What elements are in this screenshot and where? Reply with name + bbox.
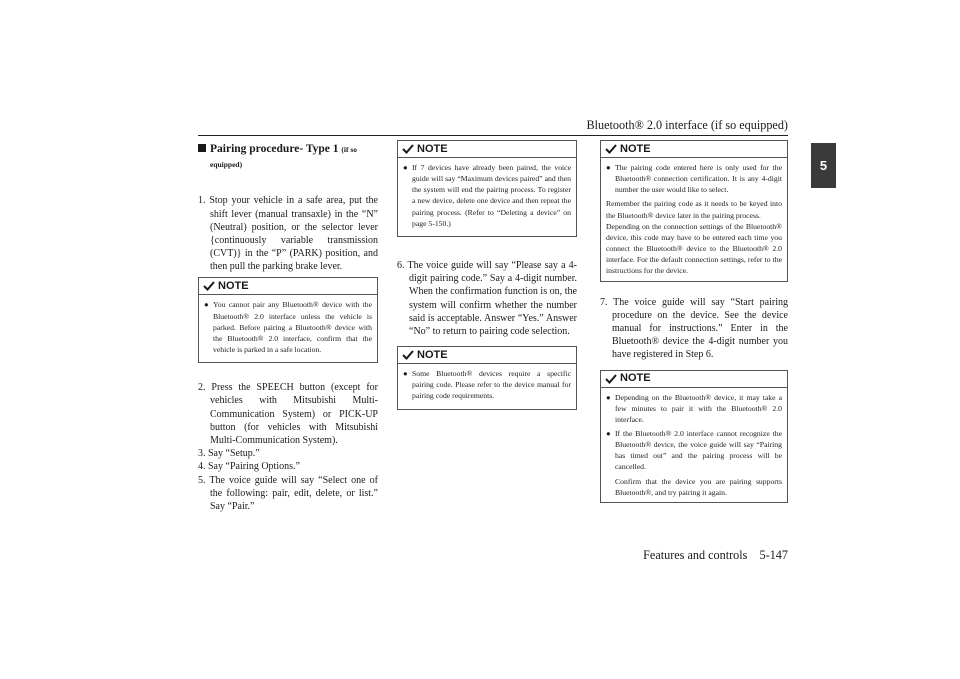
bullet-icon: ● [403,163,408,172]
note-paragraph: Depending on the connection settings of the Bluetooth® device, this code may have to be entered each time you connect the Bluetooth® device to the Bluetooth® 2.0 interface. For the default connection settings, refer to the instructions for the device. [606,221,782,276]
section-heading [198,142,378,172]
note-label: NOTE [417,348,448,361]
note-box [198,277,378,363]
note-body [601,158,787,281]
bullet-icon: ● [606,428,611,438]
note-bullet [606,162,782,195]
note-box-maximum-devices [397,140,577,237]
checkmark-icon [402,144,414,154]
note-box-pairing-time [600,370,788,503]
step-7: 7. The voice guide will say “Start pairing procedure on the device. See the device manual for instructions.” Enter in the Bluetooth® device the 4-digit number you have registered in Step 6. [600,296,788,361]
note-label: NOTE [620,142,651,155]
note-bullet [606,392,782,425]
checkmark-icon [605,374,617,384]
note-text: If 7 devices have already been paired, the voice guide will say “Maximum devices paired” and then the system will end the pairing process. To register a new device, delete one device and then repeat the pairing process. (Refer to “Deleting a device” on page 5-150.) [412,163,571,228]
page-header-title: Bluetooth® 2.0 interface (if so equipped) [586,118,788,132]
step-4: 4. Say “Pairing Options.” [198,461,300,473]
note-paragraph: Remember the pairing code as it needs to be keyed into the Bluetooth® device later in the pairing process. [606,199,782,220]
column-3 [600,140,788,511]
note-bullet [204,299,372,355]
bullet-icon: ● [606,163,611,172]
heading-text: Pairing procedure- Type 1 [210,143,342,155]
bullet-icon: ● [204,300,209,310]
note-header [199,278,377,295]
note-body [199,295,377,362]
step-5: 5. The voice guide will say “Select one of the following: pair, edit, delete, or list.” Say “Pair.” [198,474,378,512]
bullet-icon: ● [606,392,611,402]
checkmark-icon [402,350,414,360]
note-box-pairing-code [397,346,577,409]
checkmark-icon [203,281,215,291]
note-header [601,371,787,388]
note-bullet [403,368,571,401]
chapter-tab: 5 [811,143,836,188]
note-body [601,388,787,502]
step-2: 2. Press the SPEECH button (except for vehicles with Mitsubishi Multi-Communication System) or PICK-UP button (for vehicles with Mitsubishi Multi-Communication System). [198,382,378,446]
note-label: NOTE [417,142,448,155]
note-text: Depending on the Bluetooth® device, it may take a few minutes to pair it with the Bluetooth® 2.0 interface. [615,392,782,424]
note-text: The pairing code entered here is only used for the Bluetooth® connection certification. It is any 4-digit number the user would like to select. [615,163,782,195]
note-header [601,141,787,158]
checkmark-icon [605,144,617,154]
step-1: 1. Stop your vehicle in a safe area, put the shift lever (manual transaxle) in the “N” (Neutral) position, or the selector lever {continuously variable transmission (CVT)} in the “P” (PARK) position, and then pull the parking brake lever. [198,195,378,273]
square-bullet-icon [198,144,206,152]
header-rule [198,135,788,136]
note-text: If the Bluetooth® 2.0 interface cannot recognize the Bluetooth® device, the voice guide will say “Pairing has timed out” and the pairing process will be cancelled. [615,428,782,472]
note-text: You cannot pair any Bluetooth® device with the Bluetooth® 2.0 interface unless the vehicle is parked. Before pairing a Bluetooth® device with the Bluetooth® 2.0 interface, confirm that the vehicle is parked in a safe location. [213,300,372,355]
note-label: NOTE [218,280,249,293]
note-bullet [606,428,782,473]
note-body [398,364,576,408]
column-2 [397,140,577,418]
heading-qualifier: (if so equipped) [210,145,358,170]
note-header [398,141,576,158]
page-footer: Features and controls 5-147 [643,548,788,562]
note-label: NOTE [620,372,651,385]
note-bullet [403,162,571,229]
note-body [398,158,576,236]
step-3: 3. Say “Setup.” [198,448,260,460]
note-paragraph: Confirm that the device you are pairing supports Bluetooth®, and try pairing it again. [615,476,782,497]
note-box-pairing-code-usage [600,140,788,282]
note-text: Some Bluetooth® devices require a specific pairing code. Please refer to the device manual for pairing code requirements. [412,369,571,401]
note-header [398,347,576,364]
column-1 [198,142,378,513]
step-6: 6. The voice guide will say “Please say a 4-digit pairing code.” Say a 4-digit number. When the confirmation function is on, the system will confirm whether the number said is acceptable. Answer “Yes.” Answer “No” to return to pairing code selection. [397,259,577,337]
bullet-icon: ● [403,369,408,379]
